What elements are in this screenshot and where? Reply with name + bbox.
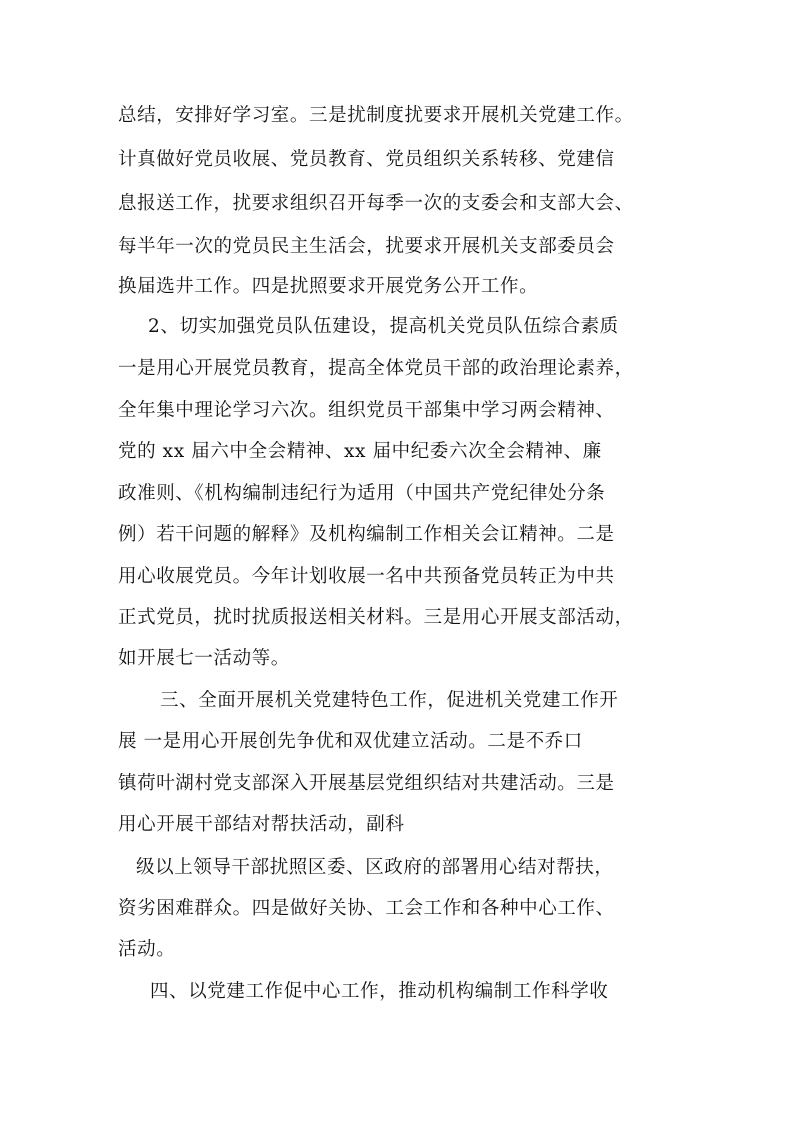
- text-line: 展 一是用心开展创先争优和双优建立活动。二是不乔口: [118, 731, 583, 752]
- text-line: 例）若干问题的解释》及机构编制工作相关会讧精神。二是: [118, 524, 615, 545]
- text-line: 总结，安排好学习室。三是扰制度扰要求开展机关党建工作。: [118, 105, 634, 126]
- text-line: 一是用心开展党员教育，提高全体党员干部的政治理论素养，: [118, 358, 634, 379]
- text-line: 计真做好党员收展、党员教育、党员组织关系转移、党建信: [118, 149, 615, 170]
- text-line: 全年集中理论学习六次。组织党员干部集中学习两会精神、: [118, 400, 615, 421]
- text-line: 政准则、《机构编制违纪行为适用（中国共产党纪律处分条: [118, 483, 606, 504]
- text-line: 每半年一次的党员民主生活会，扰要求开展机关支部委员会: [118, 236, 615, 257]
- text-line: 正式党员，扰时扰质报送相关材料。三是用心开展支部活动，: [118, 607, 634, 628]
- text-line: 资劣困难群众。四是做好关协、工会工作和各种中心工作、: [118, 898, 615, 919]
- text-line: 如开展七一活动等。: [118, 648, 290, 669]
- section-heading: 四、以党建工作促中心工作，推动机构编制工作科学收: [150, 981, 609, 1002]
- text-line: 用心开展干部结对帮扶活动，副科: [118, 814, 405, 835]
- text-line: 镇荷叶湖村党支部深入开展基层党组织结对共建活动。三是: [118, 773, 615, 794]
- section-heading: 三、全面开展机关党建特色工作，促进机关党建工作开: [160, 690, 619, 711]
- text-line: 用心收展党员。今年计划收展一名中共预备党员转正为中共: [118, 566, 615, 587]
- section-heading: 2、切实加强党员队伍建设，提高机关党员队伍综合素质: [148, 316, 619, 337]
- text-line: 党的 xx 届六中全会精神、xx 届中纪委六次全会精神、廉: [118, 441, 602, 462]
- text-line: 活动。: [118, 939, 176, 960]
- text-line: 换届选井工作。四是扰照要求开展党务公开工作。: [118, 276, 539, 297]
- text-line: 级以上领导干部扰照区委、区政府的部署用心结对帮扶，: [136, 857, 614, 878]
- text-line: 息报送工作，扰要求组织召开每季一次的支委会和支部大会、: [118, 193, 634, 214]
